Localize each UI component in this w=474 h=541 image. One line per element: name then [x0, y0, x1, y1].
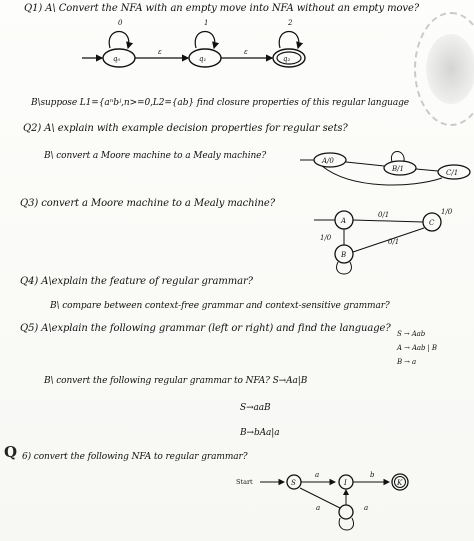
q3-a-text: Q3) convert a Moore machine to a Mealy machine?: [20, 198, 275, 209]
q6-state-s: S: [291, 479, 296, 487]
q1-nfa-diagram: [80, 16, 340, 76]
q5-b-text: B\ convert the following regular grammar to NFA? S→Aa|B: [44, 376, 308, 386]
q5-grammar-a-line3: B → a: [397, 358, 417, 366]
q2-state-c: C/1: [446, 169, 459, 177]
q5-grammar-b-line2: B→bAa|a: [240, 428, 280, 438]
q3-label-4: 1/0: [441, 208, 453, 216]
q3-label-3: 0/1: [388, 238, 400, 246]
q4-a-text: Q4) A\explain the feature of regular grammar?: [20, 276, 253, 287]
q6-state-k: K: [397, 479, 403, 487]
official-stamp: [414, 12, 474, 126]
q1-state-q2: q₂: [283, 55, 291, 63]
q3-moore-diagram: [300, 198, 474, 280]
q1-state-q1: q₁: [199, 55, 207, 63]
q1-loop2-label: 2: [288, 19, 293, 27]
q5-a-text: Q5) A\explain the following grammar (left or right) and find the language?: [20, 323, 391, 334]
q1-b-text: B\suppose L1={aⁿbʲ,n>=0,L2={ab} find closure properties of this regular language: [31, 98, 410, 108]
q1-state-q0: q₀: [113, 55, 121, 63]
q3-label-1: 0/1: [378, 211, 390, 219]
q3-state-c: C: [429, 219, 435, 227]
q2-state-a: A/0: [322, 157, 334, 165]
q6-label-a3: a: [364, 504, 369, 512]
q3-state-b: B: [341, 251, 347, 259]
q2-state-b: B/1: [392, 165, 404, 173]
q6-handwritten-mark: Q: [4, 443, 18, 461]
q2-b-text: B\ convert a Moore machine to a Mealy machine?: [44, 151, 267, 161]
q1-loop1-label: 1: [204, 19, 209, 27]
q5-grammar-b-line1: S→aaB: [240, 403, 271, 413]
q6-state-i: I: [344, 479, 347, 487]
q1-a-text: Q1) A\ Convert the NFA with an empty move into NFA without an empty move?: [24, 3, 420, 14]
q6-nfa-diagram: [236, 468, 436, 538]
q6-start-label: Start: [236, 478, 253, 486]
q1-loop0-label: 0: [118, 19, 123, 27]
q3-label-2: 1/0: [320, 234, 332, 242]
q6-text: 6) convert the following NFA to regular grammar?: [22, 452, 248, 462]
q2-a-text: Q2) A\ explain with example decision properties for regular sets?: [23, 123, 348, 134]
q5-grammar-a-line1: S → Aab: [397, 330, 426, 338]
q2-moore-diagram: [292, 142, 474, 192]
q6-label-a1: a: [315, 471, 320, 479]
q3-state-a: A: [341, 217, 347, 225]
q1-edge-label-2: ε: [244, 48, 248, 56]
q6-label-b: b: [370, 471, 375, 479]
q1-edge-label-1: ε: [158, 48, 162, 56]
q5-grammar-a-line2: A → Aab | B: [397, 344, 437, 352]
q6-label-a2: a: [316, 504, 321, 512]
q4-b-text: B\ compare between context-free grammar and context-sensitive grammar?: [50, 301, 390, 311]
